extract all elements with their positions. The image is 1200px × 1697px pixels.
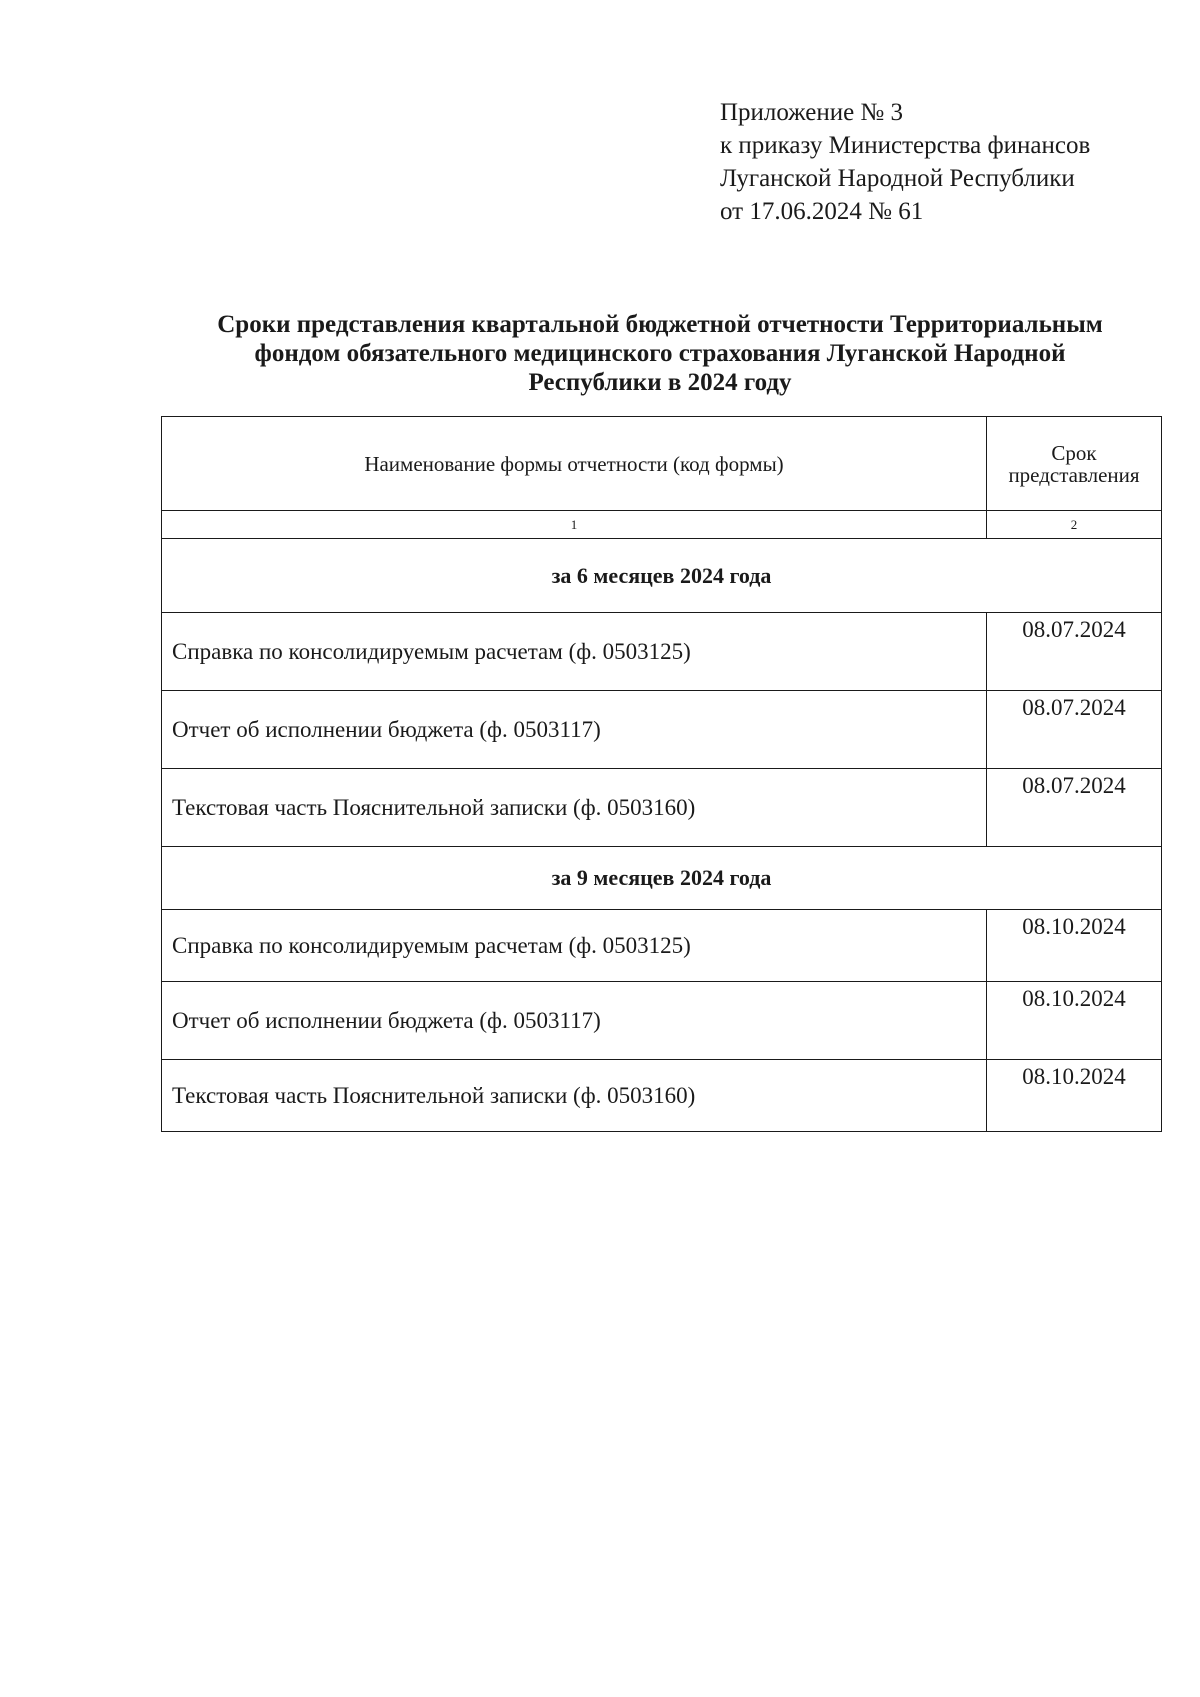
- deadline-cell: 08.07.2024: [987, 691, 1162, 769]
- header-deadline-line-1: Срок: [1051, 440, 1097, 465]
- form-name-cell: Отчет об исполнении бюджета (ф. 0503117): [162, 691, 987, 769]
- form-name-cell: Справка по консолидируемым расчетам (ф. 0503125): [162, 910, 987, 982]
- deadline-cell: 08.07.2024: [987, 613, 1162, 691]
- table-row: [162, 910, 1162, 982]
- appendix-block: [720, 96, 1090, 228]
- deadline-cell: 08.10.2024: [987, 910, 1162, 982]
- form-name-cell: Текстовая часть Пояснительной записки (ф. 0503160): [162, 769, 987, 847]
- deadline-cell: 08.10.2024: [987, 1060, 1162, 1132]
- table-header-row: [162, 417, 1162, 511]
- appendix-republic: Луганской Народной Республики: [720, 165, 1075, 192]
- appendix-date: от 17.06.2024 № 61: [720, 198, 924, 225]
- header-deadline: [987, 417, 1162, 511]
- document-title: [160, 310, 1160, 397]
- period-row: [162, 847, 1162, 910]
- table-row: [162, 613, 1162, 691]
- form-name-cell: Текстовая часть Пояснительной записки (ф. 0503160): [162, 1060, 987, 1132]
- header-form-name: Наименование формы отчетности (код формы): [162, 417, 987, 511]
- form-name-cell: Отчет об исполнении бюджета (ф. 0503117): [162, 982, 987, 1060]
- appendix-order-ref: к приказу Министерства финансов: [720, 132, 1091, 159]
- column-number-row: [162, 511, 1162, 539]
- header-deadline-line-2: представления: [1008, 462, 1140, 487]
- deadline-cell: 08.10.2024: [987, 982, 1162, 1060]
- deadlines-table: [161, 416, 1162, 1132]
- table-row: [162, 691, 1162, 769]
- period-row: [162, 539, 1162, 613]
- column-number-1: 1: [162, 511, 987, 539]
- table-row: [162, 1060, 1162, 1132]
- column-number-2: 2: [987, 511, 1162, 539]
- deadline-cell: 08.07.2024: [987, 769, 1162, 847]
- title-line-1: Сроки представления квартальной бюджетной отчетности Территориальным: [217, 311, 1103, 338]
- table-row: [162, 982, 1162, 1060]
- period-label: за 6 месяцев 2024 года: [162, 539, 1162, 613]
- period-label: за 9 месяцев 2024 года: [162, 847, 1162, 910]
- form-name-cell: Справка по консолидируемым расчетам (ф. 0503125): [162, 613, 987, 691]
- title-line-3: Республики в 2024 году: [528, 369, 792, 396]
- table-row: [162, 769, 1162, 847]
- appendix-number: Приложение № 3: [720, 99, 904, 126]
- title-line-2: фондом обязательного медицинского страхования Луганской Народной: [254, 340, 1066, 367]
